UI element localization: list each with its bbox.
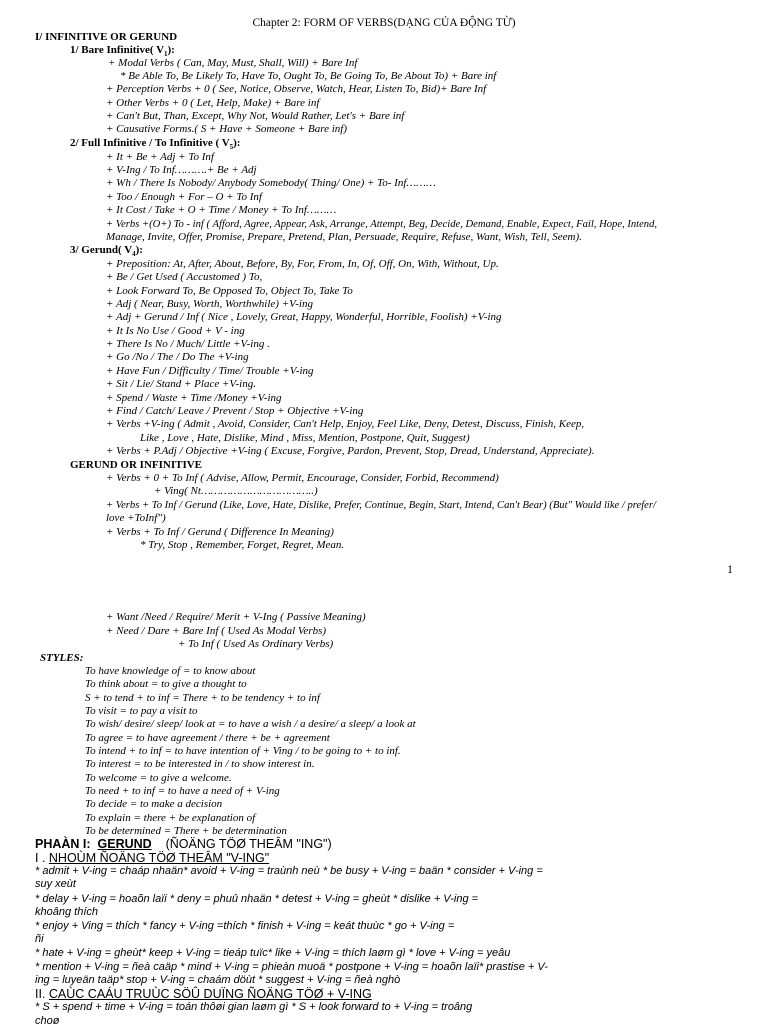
- group-one-heading: [35, 852, 269, 866]
- list-item: To intend + to inf = to have intention of + Ving / to be going to + to inf.: [85, 745, 401, 757]
- list-item: khoâng thích: [35, 906, 98, 918]
- list-item: ing = luyeän taäp* stop + V-ing = chaám döùt * suggest + V-ing = ñeà nghò: [35, 974, 401, 986]
- list-item: + Sit / Lie/ Stand + Place +V-ing.: [106, 378, 256, 390]
- list-item: To explain = there + be explanation of: [85, 812, 256, 824]
- list-item: + Verbs + P.Adj / Objective +V-ing ( Excuse, Forgive, Pardon, Prevent, Stop, Dread, Understand, Appreciate).: [106, 445, 595, 457]
- list-item: S + to tend + to inf = There + to be tendency + to inf: [85, 692, 320, 704]
- list-item: + Too / Enough + For – O + To Inf: [106, 191, 262, 203]
- list-item: * Try, Stop , Remember, Forget, Regret, Mean.: [140, 539, 345, 551]
- full-heading-sub: 5: [229, 143, 234, 152]
- list-item: Like , Love , Hate, Dislike, Mind , Miss, Mention, Postpone, Quit, Suggest): [140, 432, 470, 444]
- list-item: To visit = to pay a visit to: [85, 705, 198, 717]
- list-item: + Adj ( Near, Busy, Worth, Worthwhile) +V-ing: [106, 298, 313, 310]
- part-one-label: PHAÀN I:: [35, 837, 91, 851]
- part-one-heading: [35, 838, 332, 852]
- list-item: + Spend / Waste + Time /Money +V-ing: [106, 392, 282, 404]
- list-item: + Have Fun / Difficulty / Time/ Trouble +V-ing: [106, 365, 314, 377]
- list-item: + Verbs + To Inf / Gerund (Like, Love, Hate, Dislike, Prefer, Continue, Begin, Start, Intend, Can't Bear) (But" Would like / prefer/: [106, 500, 656, 511]
- list-item: + Ving( Nt……………………………..): [154, 485, 318, 497]
- part-one-subtitle: (ÑOÄNG TÖØ THEÂM "ING"): [165, 837, 332, 851]
- group-two-heading: [35, 988, 372, 1002]
- list-item: + Verbs +V-ing ( Admit , Avoid, Consider, Can't Help, Enjoy, Feel Like, Deny, Detest, Discuss, Finish, Keep,: [106, 418, 585, 430]
- list-item: * hate + V-ing = gheùt* keep + V-ing = tieáp tuïc* like + V-ing = thích laøm gì * love + V-ing = yeâu: [35, 947, 511, 959]
- list-item: + There Is No / Much/ Little +V-ing .: [106, 338, 270, 350]
- list-item: + Other Verbs + 0 ( Let, Help, Make) + Bare inf: [106, 97, 320, 109]
- list-item: + It + Be + Adj + To Inf: [106, 151, 214, 163]
- list-item: To interest = to be interested in / to show interest in.: [85, 758, 315, 770]
- part-one-gerund: GERUND: [97, 837, 152, 851]
- list-item: * mention + V-ing = ñeà caäp * mind + V-ing = phieàn muoä * postpone + V-ing = hoaõn laïi* prastise + V-: [35, 961, 548, 973]
- list-item: Manage, Invite, Offer, Promise, Prepare, Pretend, Plan, Persuade, Require, Refuse, Want, Wish, Tell, Seem).: [106, 231, 582, 243]
- list-item: * S + spend + time + V-ing = toán thôøi gian laøm gì * S + look forward to + V-ing = troâng: [35, 1001, 473, 1013]
- list-item: * delay + V-ing = hoaõn laïi * deny = phuû nhaän * detest + V-ing = gheùt * dislike + V-ing =: [35, 893, 479, 905]
- group-one-prefix: I .: [35, 851, 49, 865]
- chapter-title: Chapter 2: FORM OF VERBS(DẠNG CỦA ĐỘNG TỪ): [252, 17, 516, 29]
- group-two-label: CAÙC CAÁU TRUÙC SÖÛ DUÏNG ÑOÄNG TÖØ + V-ING: [48, 987, 372, 1001]
- list-item: + It Cost / Take + O + Time / Money + To Inf………: [106, 204, 337, 216]
- list-item: To need + to inf = to have a need of + V-ing: [85, 785, 280, 797]
- list-item: To be determined = There + be determination: [85, 825, 287, 837]
- list-item: + Find / Catch/ Leave / Prevent / Stop + Objective +V-ing: [106, 405, 364, 417]
- list-item: To decide = to make a decision: [85, 798, 223, 810]
- list-item: + Preposition: At, After, About, Before, By, For, From, In, Of, Off, On, With, Without, Up.: [106, 258, 499, 270]
- list-item: + Adj + Gerund / Inf ( Nice , Lovely, Great, Happy, Wonderful, Horrible, Foolish) +V-ing: [106, 311, 502, 323]
- list-item: + To Inf ( Used As Ordinary Verbs): [178, 638, 334, 650]
- list-item: suy xeùt: [35, 878, 76, 890]
- list-item: + Verbs +(O+) To - inf ( Afford, Agree, Appear, Ask, Arrange, Attempt, Beg, Decide, Demand, Enable, Expect, Fail, Hope, Intend,: [106, 219, 658, 230]
- bare-heading-end: ):: [167, 44, 175, 56]
- gerund-heading-end: ):: [135, 244, 143, 256]
- bare-heading-sub: 1: [164, 50, 168, 59]
- full-heading-end: ):: [233, 137, 241, 149]
- gerund-or-infinitive-heading: GERUND OR INFINITIVE: [70, 459, 203, 471]
- page-number: 1: [727, 562, 733, 576]
- list-item: + Causative Forms.( S + Have + Someone + Bare inf): [106, 123, 347, 135]
- list-item: + V-Ing / To Inf……….+ Be + Adj: [106, 164, 257, 176]
- section-heading-infinitive-or-gerund: I/ INFINITIVE OR GERUND: [35, 31, 178, 43]
- list-item: + Verbs + To Inf / Gerund ( Difference In Meaning): [106, 526, 334, 538]
- list-item: + Look Forward To, Be Opposed To, Object To, Take To: [106, 285, 353, 297]
- full-heading-text: 2/ Full Infinitive / To Infinitive ( V: [70, 137, 230, 149]
- list-item: + Verbs + 0 + To Inf ( Advise, Allow, Permit, Encourage, Consider, Forbid, Recommend): [106, 472, 499, 484]
- list-item: love +ToInf"): [106, 512, 166, 524]
- list-item: + Wh / There Is Nobody/ Anybody Somebody( Thing/ One) + To- Inf………: [106, 177, 436, 189]
- list-item: * admit + V-ing = chaáp nhaän* avoid + V-ing = traùnh neù * be busy + V-ing = baän * consider + V-ing =: [35, 865, 543, 877]
- group-one-label: NHOÙM ÑOÄNG TÖØ THEÂM "V-ING": [48, 851, 270, 865]
- gerund-heading-text: 3/ Gerund( V: [70, 244, 133, 256]
- list-item: + Modal Verbs ( Can, May, Must, Shall, Will) + Bare Inf: [108, 57, 358, 69]
- list-item: To wish/ desire/ sleep/ look at = to have a wish / a desire/ a sleep/ a look at: [85, 718, 416, 730]
- list-item: + Perception Verbs + 0 ( See, Notice, Observe, Watch, Hear, Listen To, Bid)+ Bare Inf: [106, 83, 487, 95]
- list-item: To agree = to have agreement / there + be + agreement: [85, 732, 330, 744]
- list-item: + Be / Get Used ( Accustomed ) To,: [106, 271, 263, 283]
- list-item: + Go /No / The / Do The +V-ing: [106, 351, 249, 363]
- group-two-prefix: II.: [35, 987, 49, 1001]
- list-item: ñi: [35, 933, 44, 945]
- list-item: To welcome = to give a welcome.: [85, 772, 232, 784]
- list-item: * Be Able To, Be Likely To, Have To, Ought To, Be Going To, Be About To) + Bare inf: [120, 70, 497, 82]
- list-item: To think about = to give a thought to: [85, 678, 247, 690]
- list-item: + Can't But, Than, Except, Why Not, Would Rather, Let's + Bare inf: [106, 110, 405, 122]
- gerund-heading-sub: 4: [132, 250, 136, 259]
- styles-heading: STYLES:: [40, 652, 84, 664]
- list-item: + Need / Dare + Bare Inf ( Used As Modal Verbs): [106, 625, 327, 637]
- list-item: + It Is No Use / Good + V - ing: [106, 325, 245, 337]
- list-item: + Want /Need / Require/ Merit + V-Ing ( Passive Meaning): [106, 611, 366, 623]
- bare-heading-text: 1/ Bare Infinitive( V: [70, 44, 165, 56]
- list-item: * enjoy + Ving = thích * fancy + V-ing =thích * finish + V-ing = keát thuùc * go + V-ing =: [35, 920, 455, 932]
- list-item: choø: [35, 1015, 60, 1027]
- list-item: To have knowledge of = to know about: [85, 665, 256, 677]
